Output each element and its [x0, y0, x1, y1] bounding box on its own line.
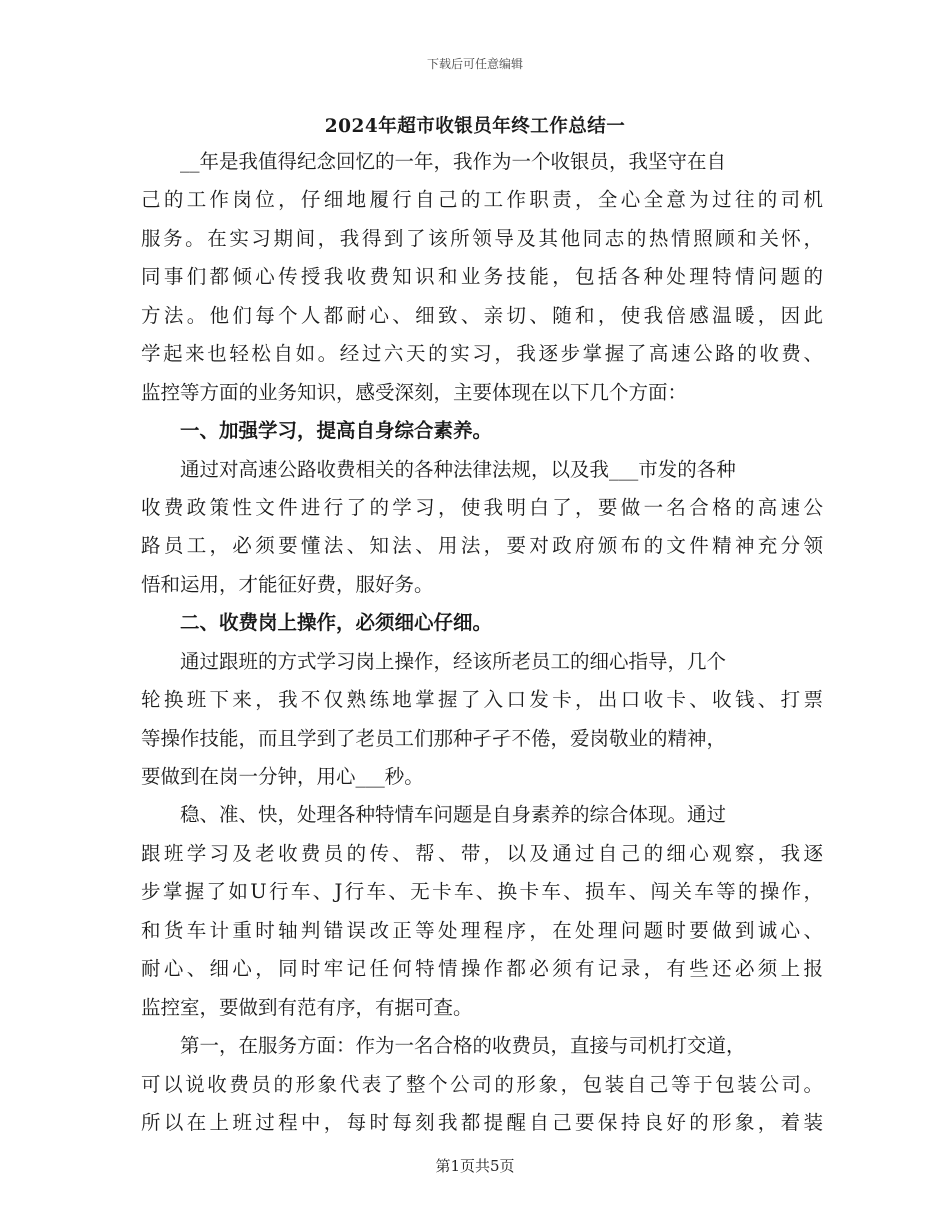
paragraph-line: 步掌握了如U行车、J行车、无卡车、换卡车、损车、闯关车等的操作， [141, 880, 823, 904]
paragraph-line: 同事们都倾心传授我收费知识和业务技能，包括各种处理特情问题的 [141, 265, 823, 289]
section-heading: 一、加强学习，提高自身综合素养。 [180, 419, 493, 443]
paragraph-line: 服务。在实习期间，我得到了该所领导及其他同志的热情照顾和关怀， [141, 226, 823, 250]
paragraph-line: 悟和运用，才能征好费，服好务。 [141, 572, 434, 596]
page-footer: 第1页共5页 [435, 1157, 515, 1175]
paragraph-line: 和货车计重时轴判错误改正等处理程序，在处理问题时要做到诚心、 [141, 918, 823, 942]
paragraph-line: 收费政策性文件进行了的学习，使我明白了，要做一名合格的高速公 [141, 495, 823, 519]
paragraph-line: 稳、准、快，处理各种特情车问题是自身素养的综合体现。通过 [180, 803, 727, 827]
paragraph-line: 等操作技能，而且学到了老员工们那种孑孑不倦，爱岗敬业的精神， [141, 726, 727, 750]
paragraph-line: 可以说收费员的形象代表了整个公司的形象，包装自己等于包装公司。 [141, 1072, 823, 1096]
document-body [141, 143, 823, 1142]
paragraph-line: 监控等方面的业务知识，感受深刻，主要体现在以下几个方面： [141, 380, 688, 404]
paragraph-line: 耐心、细心，同时牢记任何特情操作都必须有记录，有些还必须上报 [141, 957, 823, 981]
paragraph-line: 所以在上班过程中，每时每刻我都提醒自己要保持良好的形象，着装 [141, 1110, 823, 1134]
document-title: 2024年超市收银员年终工作总结一 [324, 116, 626, 137]
section-heading: 二、收费岗上操作，必须细心仔细。 [180, 611, 493, 635]
paragraph-line: 轮换班下来，我不仅熟练地掌握了入口发卡，出口收卡、收钱、打票 [141, 688, 823, 712]
paragraph-line: __年是我值得纪念回忆的一年，我作为一个收银员，我坚守在自 [180, 150, 727, 173]
paragraph-line: 通过跟班的方式学习岗上操作，经该所老员工的细心指导，几个 [180, 649, 727, 673]
paragraph-line: 学起来也轻松自如。经过六天的实习，我逐步掌握了高速公路的收费、 [141, 342, 823, 366]
paragraph-line: 跟班学习及老收费员的传、帮、带，以及通过自己的细心观察，我逐 [141, 841, 823, 865]
header-note: 下载后可任意编辑 [426, 57, 523, 71]
paragraph-line: 己的工作岗位，仔细地履行自己的工作职责，全心全意为过往的司机 [141, 188, 823, 212]
paragraph-line: 要做到在岗一分钟，用心___秒。 [141, 765, 424, 788]
paragraph-line: 通过对高速公路收费相关的各种法律法规，以及我___市发的各种 [180, 457, 736, 481]
paragraph-line: 路员工，必须要懂法、知法、用法，要对政府颁布的文件精神充分领 [141, 534, 823, 558]
paragraph-line: 方法。他们每个人都耐心、细致、亲切、随和，使我倍感温暖，因此 [141, 303, 823, 327]
paragraph-line: 第一，在服务方面：作为一名合格的收费员，直接与司机打交道， [180, 1034, 746, 1058]
paragraph-line: 监控室，要做到有范有序，有据可查。 [141, 995, 473, 1019]
